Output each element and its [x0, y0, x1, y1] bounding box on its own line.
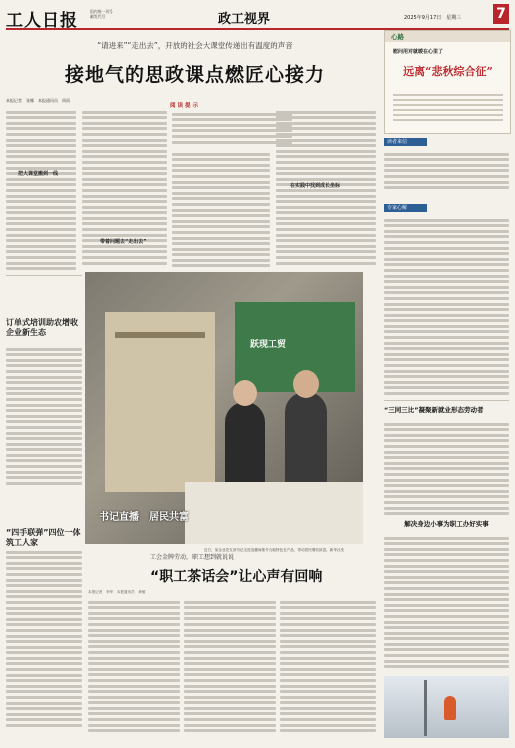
right-headline-2: 解决身边小事为职工办好实事 [404, 520, 489, 528]
worker-figure [444, 696, 456, 720]
left-body-1 [6, 345, 82, 490]
main-body-col-3 [172, 150, 270, 270]
section-title: 政工视界 [218, 12, 271, 27]
lower-body-col-1 [88, 598, 180, 740]
main-body-col-4 [276, 108, 376, 270]
left-headline-1: 订单式培训助农增收企业新生态 [6, 318, 78, 337]
lower-headline: “职工茶话会”让心声有回响 [150, 569, 323, 585]
utility-worker-photo [384, 676, 509, 738]
news-photo [85, 272, 363, 544]
right-body-2 [384, 534, 509, 672]
lower-kicker: 工会金牌劳动，职工想到就说说 [150, 554, 235, 561]
page-number: 7 [493, 4, 509, 24]
issue-date: 2025年9月17日 星期三 [404, 15, 462, 21]
masthead-info-line2: 邮发代号 [90, 14, 106, 19]
masthead-info [90, 9, 113, 19]
xinlu-question: 慰问用对就暖在心里了 [393, 49, 444, 55]
main-subhead-1: 把大课堂搬到一线 [18, 171, 59, 177]
expert-body [384, 216, 509, 396]
editorial-label: 阅读提示 [170, 103, 201, 109]
masthead-info-line1: 国内统一刊号 [90, 9, 113, 14]
page-header [6, 4, 509, 30]
main-headline: 接地气的思政课点燃匠心接力 [64, 64, 325, 86]
person-head [293, 370, 319, 398]
main-body-col-1 [6, 108, 76, 273]
main-subhead-3: 在实践中找到成长坐标 [290, 183, 341, 189]
lower-byline: 本报记者 李华 本报通讯员 黄敏 [88, 590, 146, 594]
xinlu-body [393, 91, 503, 131]
photo-banner-text: 跃现工贸 [250, 340, 287, 350]
editorial-text [172, 110, 292, 150]
left-body-2 [6, 548, 82, 738]
person-figure [285, 392, 327, 492]
main-subhead-2: 带着问题去“走出去” [100, 239, 147, 245]
right-headline-1: “三同三比”凝聚新就业形态劳动者 [384, 406, 484, 414]
photo-overlay-title: 书记直播 居民共富 [99, 512, 189, 523]
readers-letter-body [384, 150, 509, 200]
expert-bar: 专家心解 [384, 204, 427, 212]
right-body-1 [384, 420, 509, 515]
xinlu-box [384, 30, 511, 134]
divider [384, 400, 509, 401]
main-kicker: “请进来”“走出去”，开放的社会大课堂传递出有温度的声音 [97, 41, 293, 50]
xinlu-tag: 心路 [391, 33, 404, 41]
left-headline-2: “四手联弹”四位一体筑工人家 [6, 528, 81, 547]
person-figure [225, 402, 265, 492]
divider [6, 275, 82, 276]
lower-body-col-2 [184, 598, 276, 740]
photo-caption: 近日，某企业党支部书记走进直播间推介当地特色农产品，带动居民增收致富。新华社发 [204, 548, 345, 552]
lower-body-col-3 [280, 598, 376, 740]
main-byline: 本报记者 张娜 本报通讯员 周雨 [6, 98, 70, 103]
readers-letter-bar: 读者来信 [384, 138, 427, 146]
utility-pole [424, 680, 427, 736]
person-head [233, 380, 257, 406]
xinlu-headline: 远离“悲秋综合征” [403, 65, 493, 78]
photo-table [185, 482, 363, 544]
shelf-board [115, 332, 205, 338]
masthead-title: 工人日报 [6, 11, 78, 31]
product-shelf [105, 312, 215, 492]
